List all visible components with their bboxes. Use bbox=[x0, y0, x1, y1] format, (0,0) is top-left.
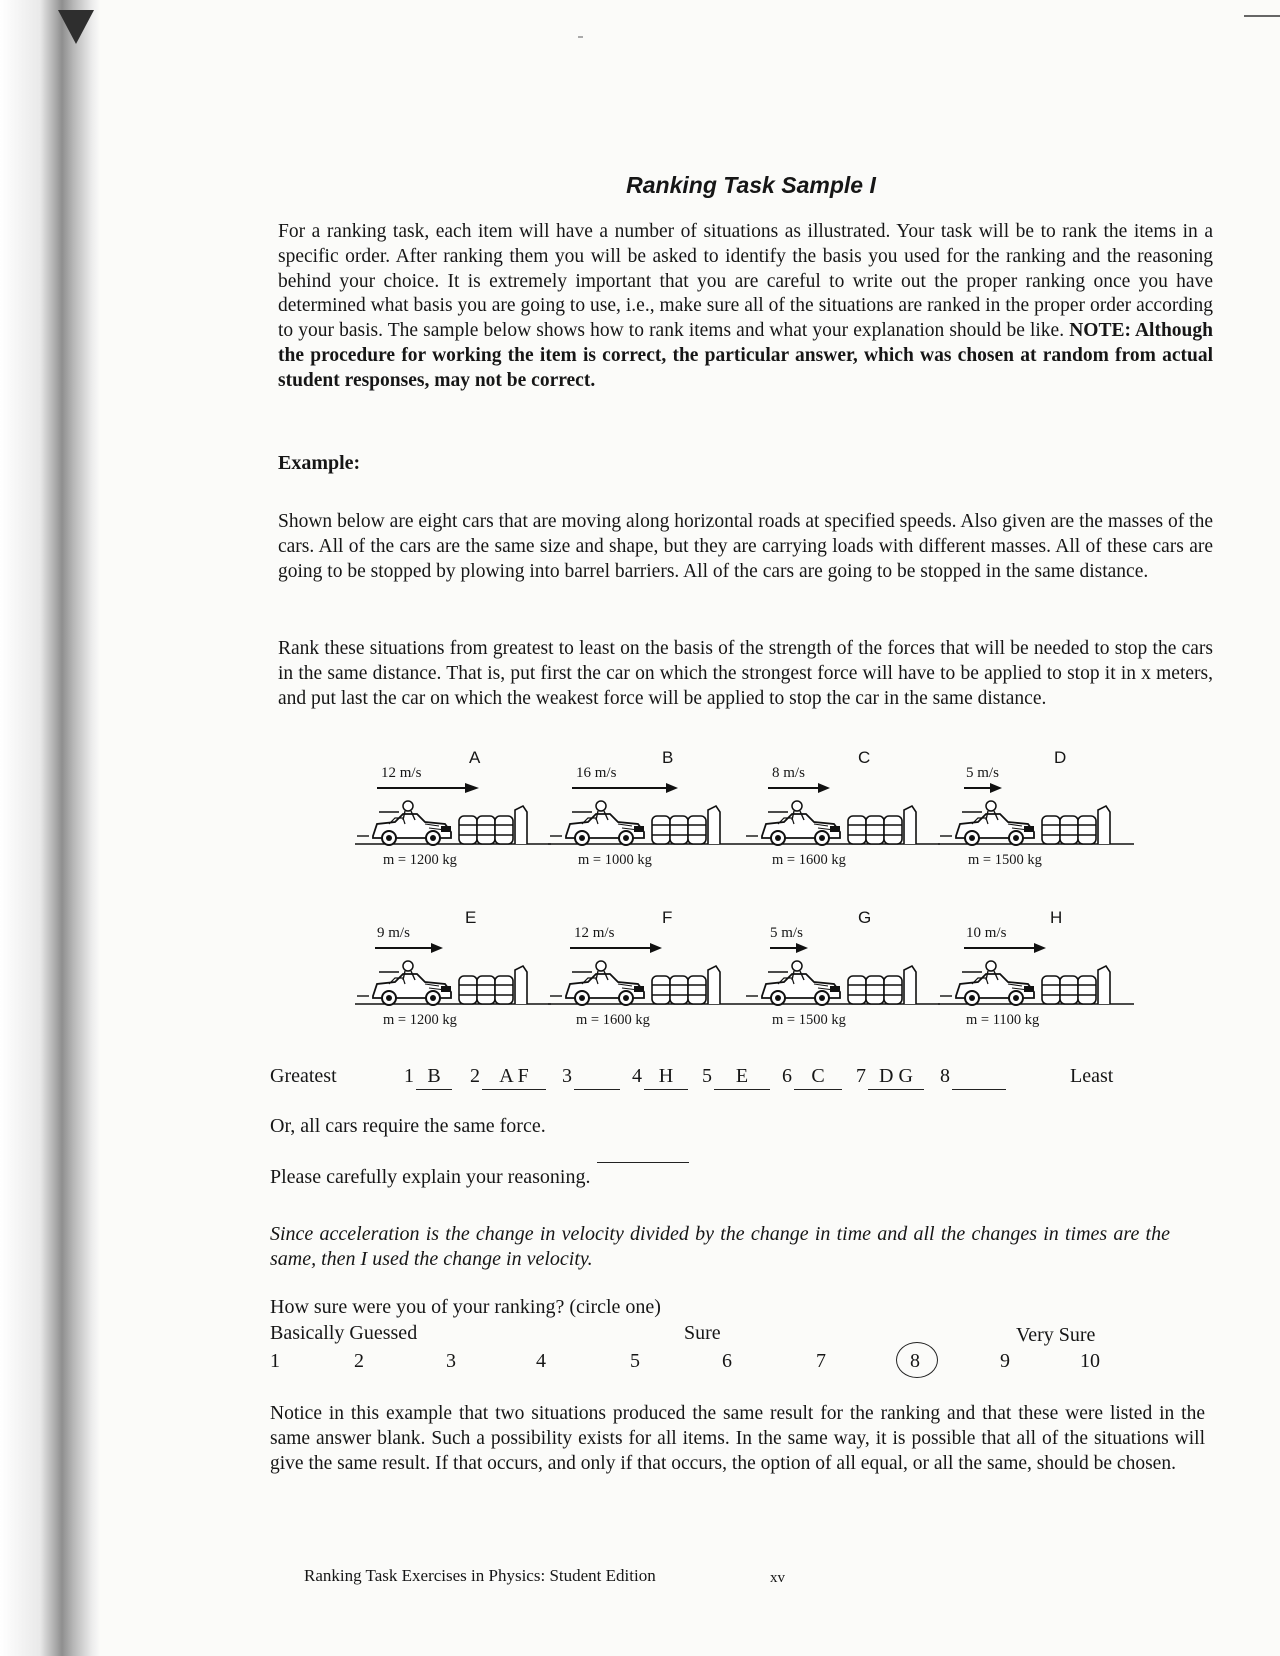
scan-binding-shadow bbox=[0, 0, 100, 1656]
car-and-barrels-icon bbox=[744, 952, 940, 1012]
reasoning-answer: Since acceleration is the change in velocity divided by the change in time and all the changes in times are the same, then I used the change in velocity. bbox=[270, 1223, 1170, 1270]
car-speed: 16 m/s bbox=[576, 765, 617, 781]
scale-option[interactable]: 7 bbox=[816, 1350, 826, 1372]
rank-blank[interactable]: E bbox=[714, 1065, 770, 1090]
car-and-barrels-icon bbox=[744, 792, 940, 852]
car-mass: m = 1500 kg bbox=[968, 852, 1042, 868]
car-mass: m = 1600 kg bbox=[772, 852, 846, 868]
scale-option[interactable]: 4 bbox=[536, 1350, 546, 1372]
example-label: Example: bbox=[278, 452, 361, 474]
car-panel-e bbox=[355, 908, 551, 1043]
car-panel-a bbox=[355, 748, 551, 883]
scale-option[interactable]: 2 bbox=[354, 1350, 364, 1372]
explain-prompt: Please carefully explain your reasoning. bbox=[270, 1166, 591, 1188]
car-speed: 5 m/s bbox=[966, 765, 999, 781]
selected-circle-mark bbox=[896, 1342, 938, 1378]
intro-note: NOTE: Although the procedure for working the item is correct, the particular answer, which was chosen at random from actual student responses, may not be correct. bbox=[278, 320, 1213, 391]
car-letter: A bbox=[469, 748, 481, 767]
confidence-high-label: Very Sure bbox=[1016, 1324, 1096, 1346]
rank-number: 3 bbox=[562, 1065, 572, 1087]
car-mass: m = 1200 kg bbox=[383, 852, 457, 868]
car-panel-b bbox=[548, 748, 744, 883]
car-and-barrels-icon bbox=[548, 952, 744, 1012]
binding-notch bbox=[58, 10, 94, 44]
confidence-mid-label: Sure bbox=[684, 1322, 721, 1344]
notice-paragraph: Notice in this example that two situations produced the same result for the ranking and that these were listed in the same answer blank. Such a possibility exists for all items. In the same way, it is possible that all of the situations will give the same result. If that occurs, and only if that occurs, the option of all equal, or all the same, should be chosen. bbox=[270, 1403, 1205, 1474]
car-and-barrels-icon bbox=[938, 792, 1134, 852]
car-and-barrels-icon bbox=[548, 792, 744, 852]
scenario-paragraph: Shown below are eight cars that are moving along horizontal roads at specified speeds. Also given are the masses of the cars. All of the cars are the same size and shape, but they are carrying loads with different masses. All of these cars are going to be stopped by plowing into barrel barriers. All of the cars are going to be stopped in the same distance. bbox=[278, 511, 1213, 582]
car-panel-c bbox=[744, 748, 940, 883]
rank-blank[interactable] bbox=[574, 1065, 620, 1090]
car-speed: 9 m/s bbox=[377, 925, 410, 941]
rank-blank[interactable] bbox=[952, 1065, 1006, 1090]
scale-option-selected[interactable]: 8 bbox=[910, 1350, 920, 1372]
car-speed: 5 m/s bbox=[770, 925, 803, 941]
car-panel-f bbox=[548, 908, 744, 1043]
car-letter: E bbox=[465, 908, 477, 927]
car-letter: G bbox=[858, 908, 872, 927]
car-mass: m = 1500 kg bbox=[772, 1012, 846, 1028]
car-letter: H bbox=[1050, 908, 1063, 927]
rank-number: 5 bbox=[702, 1065, 712, 1087]
rank-number: 2 bbox=[470, 1065, 480, 1087]
rank-blank[interactable]: A F bbox=[482, 1065, 546, 1090]
rank-blank[interactable]: C bbox=[794, 1065, 842, 1090]
scan-speck bbox=[578, 36, 583, 38]
greatest-label: Greatest bbox=[270, 1065, 337, 1087]
scale-option[interactable]: 9 bbox=[1000, 1350, 1010, 1372]
footer-page-number: xv bbox=[770, 1570, 785, 1586]
rank-number: 4 bbox=[632, 1065, 642, 1087]
car-mass: m = 1600 kg bbox=[576, 1012, 650, 1028]
confidence-question: How sure were you of your ranking? (circle one) bbox=[270, 1296, 661, 1318]
scale-option[interactable]: 1 bbox=[270, 1350, 280, 1372]
car-and-barrels-icon bbox=[355, 952, 551, 1012]
intro-text: For a ranking task, each item will have a number of situations as illustrated. Your task will be to rank the items in a specific order. After ranking them you will be asked to identify the basis you used for the ranking and the reasoning behind your choice. It is extremely important that you are careful to write out the proper ranking once you have determined what basis you are going to use, i.e., make sure all of the situations are ranked in the proper order according to your basis. The sample below shows how to rank items and what your explanation should be like. bbox=[278, 221, 1213, 342]
car-letter: B bbox=[662, 748, 674, 767]
least-label: Least bbox=[1070, 1065, 1114, 1087]
car-mass: m = 1200 kg bbox=[383, 1012, 457, 1028]
intro-paragraph bbox=[278, 220, 1213, 394]
ranking-answer-line bbox=[270, 1065, 1130, 1095]
rank-blank[interactable]: B bbox=[416, 1065, 452, 1090]
car-mass: m = 1000 kg bbox=[578, 852, 652, 868]
scale-option[interactable]: 10 bbox=[1080, 1350, 1100, 1372]
car-mass: m = 1100 kg bbox=[966, 1012, 1040, 1028]
car-letter: C bbox=[858, 748, 871, 767]
rank-blank[interactable]: D G bbox=[868, 1065, 924, 1090]
scale-option[interactable]: 3 bbox=[446, 1350, 456, 1372]
car-panel-g bbox=[744, 908, 940, 1043]
confidence-low-label: Basically Guessed bbox=[270, 1322, 418, 1344]
same-force-prompt: Or, all cars require the same force. bbox=[270, 1115, 546, 1137]
car-and-barrels-icon bbox=[938, 952, 1134, 1012]
car-letter: D bbox=[1054, 748, 1067, 767]
same-force-blank[interactable] bbox=[597, 1140, 689, 1163]
car-speed: 12 m/s bbox=[574, 925, 615, 941]
scale-option[interactable]: 6 bbox=[722, 1350, 732, 1372]
car-letter: F bbox=[662, 908, 673, 927]
rank-number: 8 bbox=[940, 1065, 950, 1087]
corner-mark bbox=[1244, 15, 1280, 17]
scale-option[interactable]: 5 bbox=[630, 1350, 640, 1372]
car-panel-d bbox=[938, 748, 1134, 883]
car-speed: 10 m/s bbox=[966, 925, 1007, 941]
car-panel-h bbox=[938, 908, 1134, 1043]
car-speed: 8 m/s bbox=[772, 765, 805, 781]
page-title: Ranking Task Sample I bbox=[626, 172, 876, 198]
footer-book-title: Ranking Task Exercises in Physics: Student Edition bbox=[304, 1566, 656, 1585]
car-and-barrels-icon bbox=[355, 792, 551, 852]
rank-blank[interactable]: H bbox=[644, 1065, 688, 1090]
rank-number: 6 bbox=[782, 1065, 792, 1087]
rank-number: 1 bbox=[404, 1065, 414, 1087]
car-speed: 12 m/s bbox=[381, 765, 422, 781]
rank-number: 7 bbox=[856, 1065, 866, 1087]
task-paragraph: Rank these situations from greatest to least on the basis of the strength of the forces that will be needed to stop the cars in the same distance. That is, put first the car on which the strongest force will have to be applied to stop it in x meters, and put last the car on which the weakest force will be applied to stop the car in the same distance. bbox=[278, 638, 1213, 709]
